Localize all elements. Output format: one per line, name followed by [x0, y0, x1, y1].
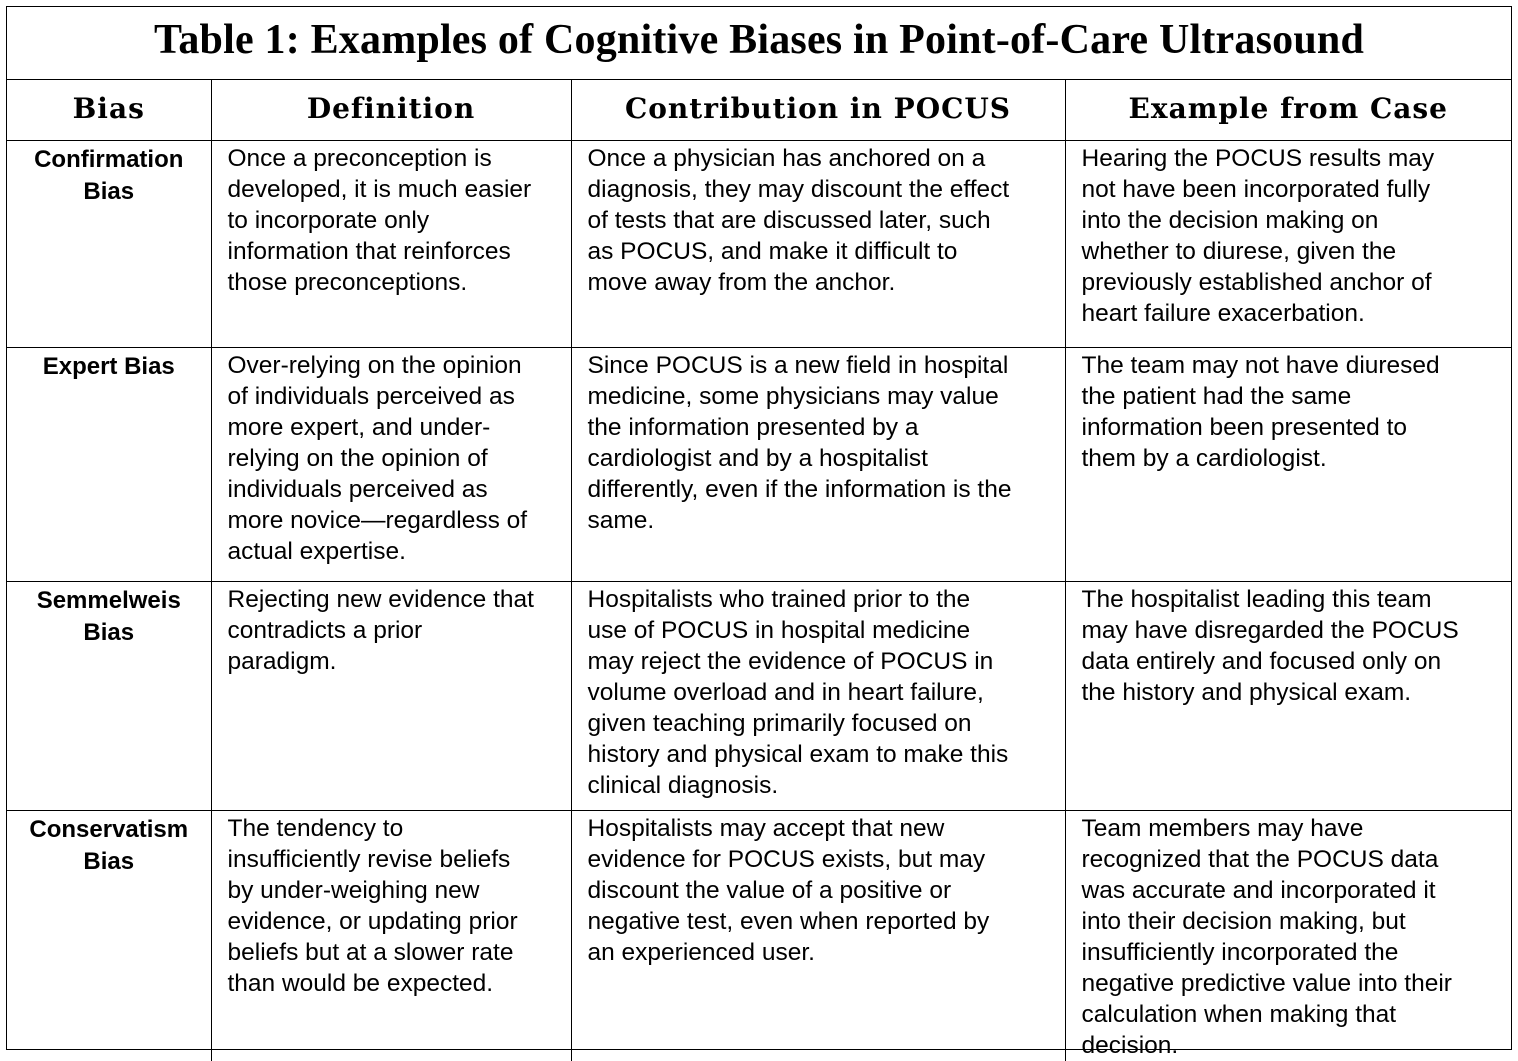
bias-name: Conservatism Bias	[11, 814, 207, 878]
example-cell	[1065, 811, 1511, 1061]
table-row	[7, 141, 1511, 348]
bias-cell	[7, 141, 211, 348]
table-row	[7, 811, 1511, 1061]
bias-name: Expert Bias	[11, 351, 207, 383]
contribution-cell	[571, 582, 1065, 811]
definition-cell	[211, 141, 571, 348]
contribution-text: Hospitalists may accept that new evidence for POCUS exists, but may discount the value of a positive or negative test, even when reported by an experienced user.	[588, 813, 1057, 968]
bias-cell	[7, 582, 211, 811]
contribution-text: Hospitalists who trained prior to the use of POCUS in hospital medicine may reject the evidence of POCUS in volume overload and in heart failure, given teaching primarily focused on history and physical exam to make this clinical diagnosis.	[588, 584, 1057, 801]
bias-cell	[7, 811, 211, 1061]
definition-text: Over-relying on the opinion of individuals perceived as more expert, and under- relying on the opinion of individuals perceived as more novice—regardless of actual expertise.	[228, 350, 563, 567]
definition-cell	[211, 811, 571, 1061]
contribution-text: Since POCUS is a new field in hospital medicine, some physicians may value the information presented by a cardiologist and by a hospitalist differently, even if the information is the same.	[588, 350, 1057, 536]
bias-name: Semmelweis Bias	[11, 585, 207, 649]
definition-cell	[211, 348, 571, 582]
table-title: Table 1: Examples of Cognitive Biases in Point-of-Care Ultrasound	[7, 7, 1511, 80]
contribution-text: Once a physician has anchored on a diagnosis, they may discount the effect of tests that are discussed later, such as POCUS, and make it difficult to move away from the anchor.	[588, 143, 1057, 298]
biases-table	[7, 80, 1511, 1061]
table-row	[7, 348, 1511, 582]
table-row	[7, 582, 1511, 811]
example-cell	[1065, 141, 1511, 348]
contribution-cell	[571, 811, 1065, 1061]
contribution-cell	[571, 141, 1065, 348]
definition-text: Once a preconception is developed, it is much easier to incorporate only information that reinforces those preconceptions.	[228, 143, 563, 298]
example-text: The team may not have diuresed the patient had the same information been presented to them by a cardiologist.	[1082, 350, 1504, 474]
example-cell	[1065, 348, 1511, 582]
header-contribution: Contribution in POCUS	[571, 80, 1065, 141]
definition-cell	[211, 582, 571, 811]
header-row	[7, 80, 1511, 141]
bias-name: Confirmation Bias	[11, 144, 207, 208]
definition-text: Rejecting new evidence that contradicts a prior paradigm.	[228, 584, 563, 677]
bias-cell	[7, 348, 211, 582]
header-bias: Bias	[7, 80, 211, 141]
definition-text: The tendency to insufficiently revise beliefs by under-weighing new evidence, or updating prior beliefs but at a slower rate than would be expected.	[228, 813, 563, 999]
header-example: Example from Case	[1065, 80, 1511, 141]
document-table-container	[6, 6, 1512, 1050]
header-definition: Definition	[211, 80, 571, 141]
example-text: Team members may have recognized that the POCUS data was accurate and incorporated it into their decision making, but insufficiently incorporated the negative predictive value into their calculation when making that decision.	[1082, 813, 1504, 1061]
example-cell	[1065, 582, 1511, 811]
example-text: The hospitalist leading this team may have disregarded the POCUS data entirely and focused only on the history and physical exam.	[1082, 584, 1504, 708]
contribution-cell	[571, 348, 1065, 582]
example-text: Hearing the POCUS results may not have been incorporated fully into the decision making on whether to diurese, given the previously established anchor of heart failure exacerbation.	[1082, 143, 1504, 329]
